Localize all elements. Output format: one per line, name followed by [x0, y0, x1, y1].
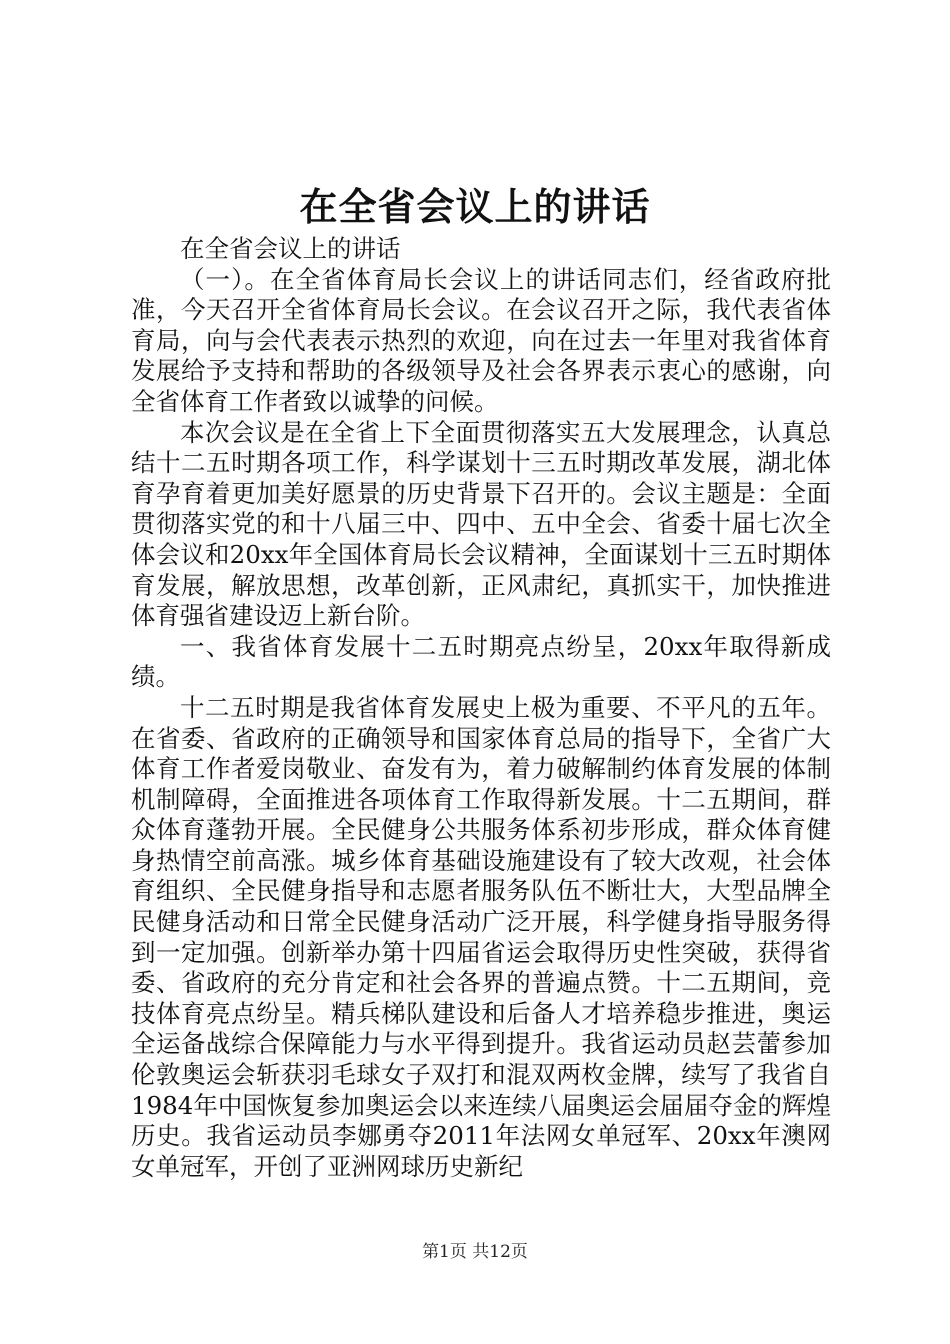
page-footer: 第1页 共12页: [422, 1242, 528, 1262]
paragraph: 十二五时期是我省体育发展史上极为重要、不平凡的五年。在省委、省政府的正确领导和国家体育总局的指导下，全省广大体育工作者爱岗敬业、奋发有为，着力破解制约体育发展的体制机制障碍，全面推进各项体育工作取得新发展。十二五期间，群众体育蓬勃开展。全民健身公共服务体系初步形成，群众体育健身热情空前高涨。城乡体育基础设施建设有了较大改观，社会体育组织、全民健身指导和志愿者服务队伍不断壮大，大型品牌全民健身活动和日常全民健身活动广泛开展，科学健身指导服务得到一定加强。创新举办第十四届省运会取得历史性突破，获得省委、省政府的充分肯定和社会各界的普遍点赞。十二五期间，竞技体育亮点纷呈。精兵梯队建设和后备人才培养稳步推进，奥运全运备战综合保障能力与水平得到提升。我省运动员赵芸蕾参加伦敦奥运会斩获羽毛球女子双打和混双两枚金牌，续写了我省自1984年中国恢复参加奥运会以来连续八届奥运会届届夺金的辉煌历史。我省运动员李娜勇夺2011年法网女单冠军、20xx年澳网女单冠军，开创了亚洲网球历史新纪: [131, 692, 831, 1181]
paragraph: 在全省会议上的讲话: [180, 234, 401, 263]
document-title: 在全省会议上的讲话: [299, 184, 651, 229]
document-body: [131, 234, 831, 1182]
paragraph: 本次会议是在全省上下全面贯彻落实五大发展理念，认真总结十二五时期各项工作，科学谋划十三五时期改革发展，湖北体育孕育着更加美好愿景的历史背景下召开的。会议主题是：全面贯彻落实党的和十八届三中、四中、五中全会、省委十届七次全体会议和20xx年全国体育局长会议精神，全面谋划十三五时期体育发展，解放思想，改革创新，正风肃纪，真抓实干，加快推进体育强省建设迈上新台阶。: [131, 417, 831, 631]
paragraph: （一）。在全省体育局长会议上的讲话同志们，经省政府批准，今天召开全省体育局长会议。在会议召开之际，我代表省体育局，向与会代表表示热烈的欢迎，向在过去一年里对我省体育发展给予支持和帮助的各级领导及社会各界表示衷心的感谢，向全省体育工作者致以诚挚的问候。: [131, 264, 831, 416]
paragraph: 一、我省体育发展十二五时期亮点纷呈，20xx年取得新成绩。: [131, 631, 831, 692]
